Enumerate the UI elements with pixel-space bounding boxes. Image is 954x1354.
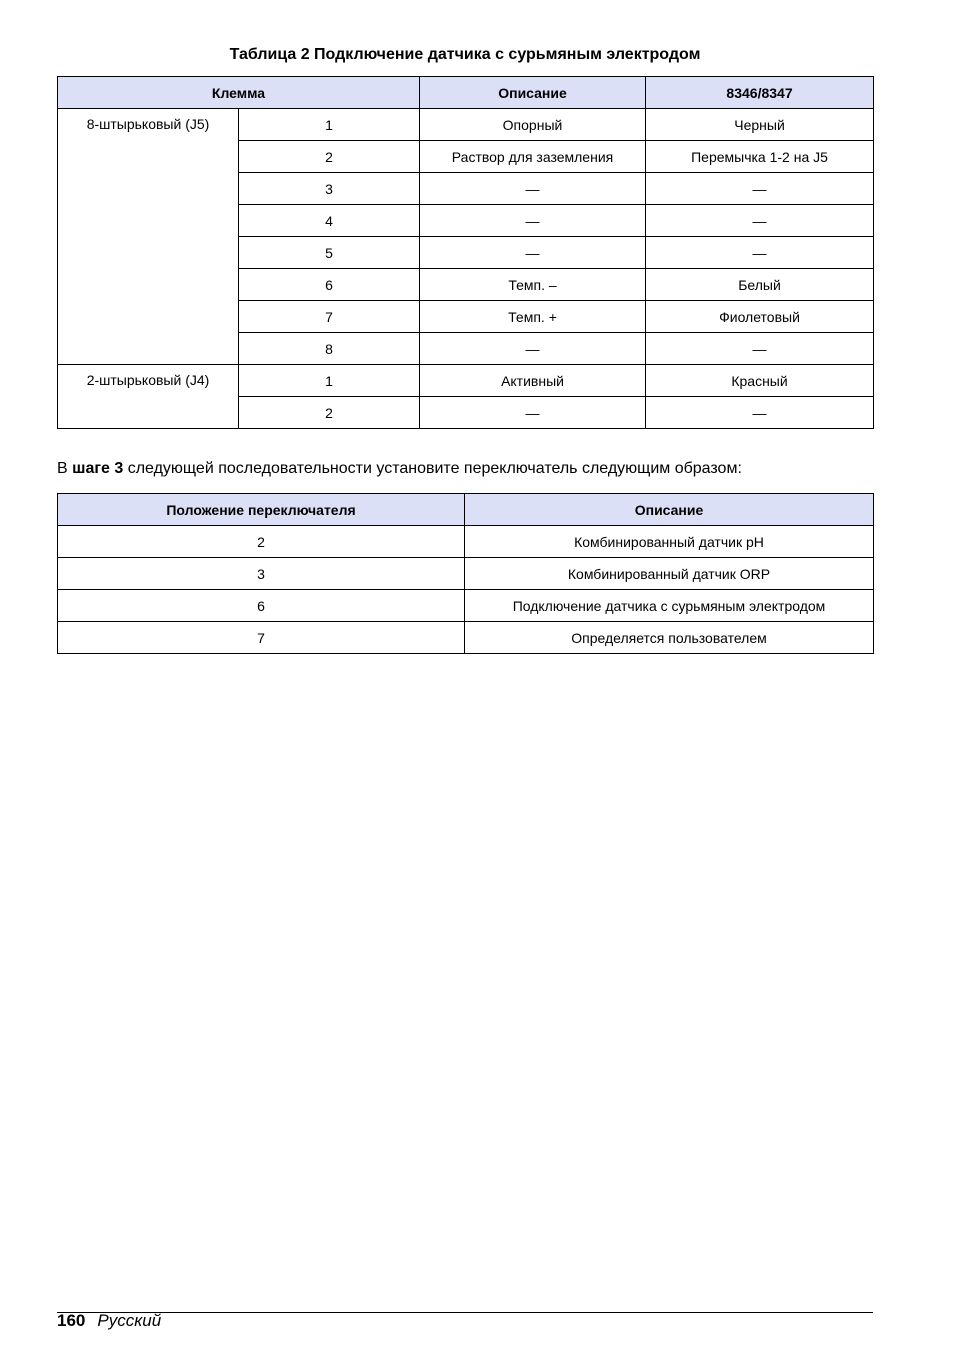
switch-position: 2 [58, 526, 465, 558]
table-row [58, 622, 874, 654]
wire-color: — [646, 205, 874, 237]
table-row [58, 590, 874, 622]
page-footer [57, 1311, 161, 1331]
instruction-paragraph [57, 460, 742, 478]
wire-color: Красный [646, 365, 874, 397]
pin-number: 2 [239, 141, 420, 173]
pin-number: 4 [239, 205, 420, 237]
table-row [58, 558, 874, 590]
connection-table-body [58, 109, 874, 429]
switch-table [57, 493, 874, 654]
wire-color: Белый [646, 269, 874, 301]
footer-divider [57, 1312, 873, 1313]
pin-number: 3 [239, 173, 420, 205]
table-row [58, 109, 874, 141]
header-switch-position: Положение переключателя [58, 494, 465, 526]
wire-color: — [646, 333, 874, 365]
paragraph-prefix: В [57, 460, 73, 477]
wire-color: — [646, 397, 874, 429]
switch-table-body [58, 526, 874, 654]
pin-description: Активный [420, 365, 646, 397]
header-switch-description: Описание [465, 494, 874, 526]
pin-description: Темп. – [420, 269, 646, 301]
paragraph-bold: шаге 3 [72, 460, 124, 477]
pin-number: 2 [239, 397, 420, 429]
table-caption: Таблица 2 Подключение датчика с сурьмяным электродом [229, 46, 701, 63]
paragraph-suffix: следующей последовательности установите переключатель следующим образом: [123, 460, 742, 477]
table-row [58, 365, 874, 397]
pin-description: — [420, 205, 646, 237]
connection-table [57, 76, 874, 429]
wire-color: Фиолетовый [646, 301, 874, 333]
pin-number: 7 [239, 301, 420, 333]
switch-description: Комбинированный датчик ORP [465, 558, 874, 590]
pin-description: Раствор для заземления [420, 141, 646, 173]
pin-description: — [420, 333, 646, 365]
switch-position: 7 [58, 622, 465, 654]
wire-color: — [646, 237, 874, 269]
wire-color: Перемычка 1-2 на J5 [646, 141, 874, 173]
pin-description: — [420, 237, 646, 269]
connector-name: 2-штырьковый (J4) [58, 365, 239, 429]
pin-number: 5 [239, 237, 420, 269]
pin-number: 6 [239, 269, 420, 301]
switch-description: Подключение датчика с сурьмяным электродом [465, 590, 874, 622]
header-terminal: Клемма [58, 77, 420, 109]
header-description: Описание [420, 77, 646, 109]
wire-color: Черный [646, 109, 874, 141]
pin-number: 1 [239, 365, 420, 397]
pin-description: — [420, 173, 646, 205]
footer-language: Русский [97, 1311, 162, 1330]
wire-color: — [646, 173, 874, 205]
page-number: 160 [57, 1311, 86, 1330]
pin-description: Опорный [420, 109, 646, 141]
pin-number: 1 [239, 109, 420, 141]
switch-description: Комбинированный датчик pH [465, 526, 874, 558]
pin-description: Темп. + [420, 301, 646, 333]
pin-description: — [420, 397, 646, 429]
switch-position: 6 [58, 590, 465, 622]
header-model: 8346/8347 [646, 77, 874, 109]
switch-description: Определяется пользователем [465, 622, 874, 654]
table-row [58, 526, 874, 558]
switch-position: 3 [58, 558, 465, 590]
connector-name: 8-штырьковый (J5) [58, 109, 239, 365]
pin-number: 8 [239, 333, 420, 365]
